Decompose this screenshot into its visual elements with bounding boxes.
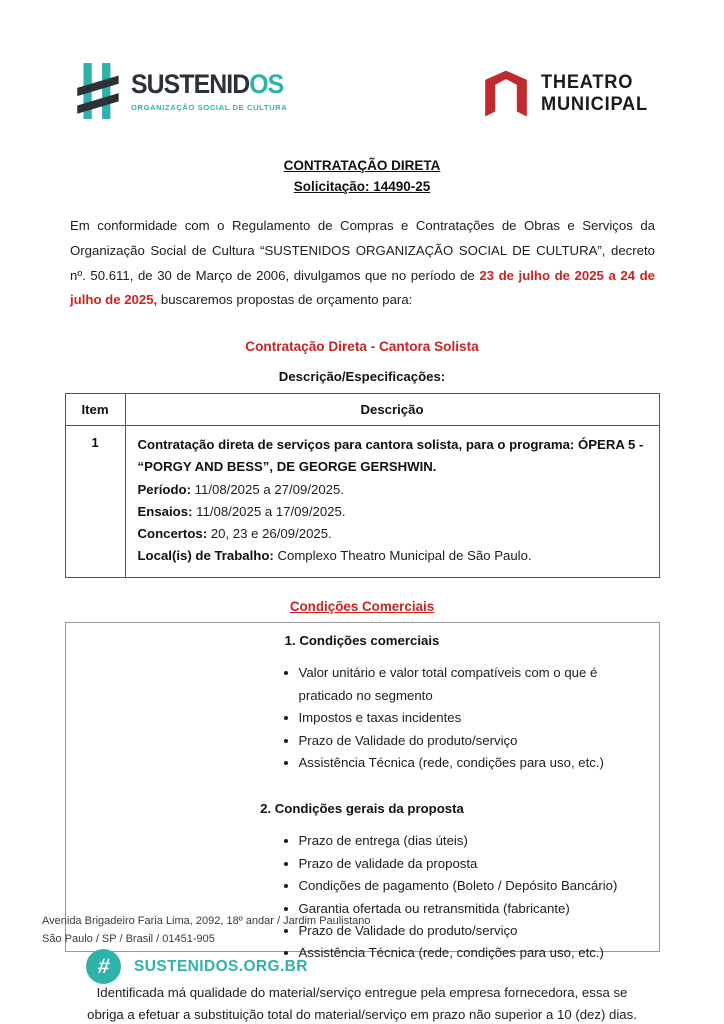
spec-table [65,393,660,578]
table-row [65,426,659,578]
theatro-municipal-logo [481,68,652,125]
list-item: • Assistência Técnica (rede, condições para uso, etc.) [299,942,651,964]
sustenidos-logo [76,62,297,125]
table-header-row [65,394,659,426]
hashtag-icon [76,62,122,125]
list-item: • Prazo de entrega (dias úteis) [299,830,651,852]
theatro-arch-icon [481,68,531,125]
sustenidos-logo-tagline: ORGANIZAÇÃO SOCIAL DE CULTURA [131,103,288,112]
description-main: Contratação direta de serviços para cantora solista, para o programa: ÓPERA 5 - “PORGY AND BESS”, DE GEORGE GERSHWIN. [137,437,644,475]
conditions-heading: Condições Comerciais [289,599,435,615]
column-header-item: Item [65,394,125,426]
conditions-section2-title: 2. Condições gerais da proposta [260,801,464,817]
footer-site-url: SUSTENIDOS.ORG.BR [134,957,308,975]
header [0,0,724,125]
intro-paragraph: Em conformidade com o Regulamento de Compras e Contratações de Obras e Serviços da Organização Social de Cultura “SUSTENIDOS ORGANIZAÇÃO SOCIAL DE CULTURA”, decreto nº. 50.611, de 30 de Março de 2006, divulgamos que no período de 23 de julho de 2025 a 24 de julho de 2025, buscaremos propostas de orçamento para: [70,218,655,308]
highlight-dates: 23 de julho de 2025 a 24 de julho de 2025, [70,267,655,308]
theatro-logo-text: THEATRO MUNICIPAL [540,72,648,115]
sustenidos-logo-text [131,71,297,112]
title-line1: CONTRATAÇÃO DIRETA [283,158,441,173]
list-item: • Condições de pagamento (Boleto / Depósito Bancário) [299,875,651,897]
hashtag-circle-icon: # [86,949,121,984]
conditions-section1-list [284,662,651,774]
title-line2: Solicitação: 14490-25 [293,179,431,194]
field-concertos: Concertos: 20, 23 e 26/09/2025. [137,526,332,541]
section-heading: Contratação Direta - Cantora Solista [245,339,479,355]
list-item: • Impostos e taxas incidentes [299,707,651,729]
footer-brand [86,949,308,984]
description-cell [125,426,659,578]
field-local: Local(is) de Trabalho: Complexo Theatro Municipal de São Paulo. [137,548,532,564]
list-item: • Prazo de Validade do produto/serviço [299,920,651,942]
spec-heading: Descrição/Especificações: [278,369,446,385]
item-number-cell: 1 [65,426,125,578]
list-item: • Prazo de validade da proposta [299,853,651,875]
footer-address [42,913,371,948]
quality-clause: Identificada má qualidade do material/serviço entregue pela empresa fornecedora, essa se obriga a efetuar a substituição total do material/serviço em prazo não superior a 10 (dez) dias. [87,984,637,1022]
list-item: • Prazo de Validade do produto/serviço [299,730,651,752]
list-item: • Valor unitário e valor total compatíveis com o que é praticado no segmento [299,662,651,707]
column-header-descricao: Descrição [125,394,659,426]
document-title [0,155,724,197]
footer-address-line1: Avenida Brigadeiro Faria Lima, 2092, 18º andar / Jardim Paulistano [42,915,371,927]
conditions-section1-title: 1. Condições comerciais [284,633,440,649]
sustenidos-logo-name: SUSTENIDOS [131,69,284,99]
list-item: • Assistência Técnica (rede, condições para uso, etc.) [299,752,651,774]
footer-address-line2: São Paulo / SP / Brasil / 01451-905 [42,932,215,945]
list-item: • Garantia ofertada ou retransmitida (fabricante) [299,898,651,920]
field-periodo: Período: 11/08/2025 a 27/09/2025. [137,481,344,497]
field-ensaios: Ensaios: 11/08/2025 a 17/09/2025. [137,503,346,519]
